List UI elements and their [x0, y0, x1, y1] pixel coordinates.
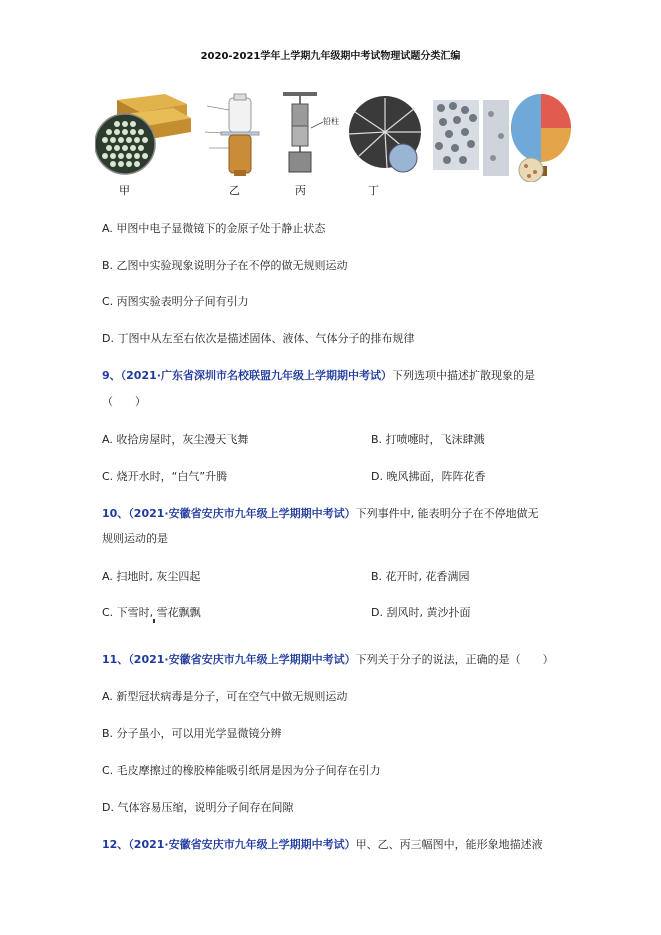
q12-source: （2021·安徽省安庆市九年级上学期期中考试）	[128, 838, 356, 851]
q9-text: 下列选项中描述扩散现象的是	[391, 369, 535, 382]
q10-stem	[102, 505, 539, 521]
q12-number: 12、	[102, 838, 129, 851]
q10-text: 下列事件中, 能表明分子在不停地做无	[355, 507, 539, 520]
q12-text: 甲、乙、丙三幅图中，能形象地描述液	[355, 838, 543, 851]
figure-yi-bottles	[203, 92, 273, 182]
q10-stem-cont: 规则运动的是	[102, 532, 168, 545]
q11-number: 11、	[102, 653, 129, 666]
page-title: 2020-2021学年上学期九年级期中考试物理试题分类汇编	[200, 51, 461, 62]
q11-option-c: C. 毛皮摩擦过的橡胶棒能吸引纸屑是因为分子间存在引力	[102, 764, 381, 777]
q11-option-a: A. 新型冠状病毒是分子，可在空气中做无规则运动	[102, 690, 348, 703]
q8-option-d: D. 丁图中从左至右依次是描述固体、液体、气体分子的排布规律	[102, 332, 415, 345]
q10-number: 10、	[102, 507, 129, 520]
q8-option-c: C. 丙图实验表明分子间有引力	[102, 295, 249, 308]
q10-option-d: D. 刮风时, 黄沙扑面	[371, 606, 471, 619]
q11-text: 下列关于分子的说法，正确的是（ ）	[355, 653, 554, 666]
q9-stem-cont: （ ）	[102, 395, 146, 408]
q10-source: （2021·安徽省安庆市九年级上学期期中考试）	[128, 507, 356, 520]
q10-option-a: A. 扫地时, 灰尘四起	[102, 570, 201, 583]
figure-label-ding: 丁	[368, 184, 379, 197]
figure-ding-molecules	[345, 92, 575, 182]
figure-label-yi: 乙	[229, 184, 240, 197]
q11-option-b: B. 分子虽小，可以用光学显微镜分辨	[102, 727, 282, 740]
q10-option-c: C. 下雪时, 雪花飘飘	[102, 606, 201, 619]
figure-row	[95, 92, 575, 200]
q9-number: 9、	[102, 369, 121, 382]
q9-option-d: D. 晚风拂面，阵阵花香	[371, 470, 486, 483]
lead-column-label: 铅柱	[323, 117, 339, 126]
q11-stem	[102, 651, 554, 667]
q11-source: （2021·安徽省安庆市九年级上学期期中考试）	[128, 653, 356, 666]
q9-option-a: A. 收拾房屋时，灰尘漫天飞舞	[102, 433, 249, 446]
figure-bing-lead-columns	[275, 92, 345, 182]
q8-option-a: A. 甲图中电子显微镜下的金原子处于静止状态	[102, 222, 326, 235]
q9-option-b: B. 打喷嚏时，飞沫肆溅	[371, 433, 485, 446]
q8-option-b: B. 乙图中实验现象说明分子在不停的做无规则运动	[102, 259, 348, 272]
q12-stem	[102, 836, 543, 852]
q9-stem	[102, 367, 535, 383]
q10-option-b: B. 花开时, 花香满园	[371, 570, 470, 583]
figure-jia-gold-atoms	[95, 92, 205, 182]
figure-label-bing: 丙	[295, 184, 306, 197]
text-cursor-mark	[153, 619, 155, 623]
q11-option-d: D. 气体容易压缩，说明分子间存在间隙	[102, 801, 294, 814]
figure-label-jia: 甲	[119, 184, 130, 197]
q9-option-c: C. 烧开水时，“白气”升腾	[102, 470, 228, 483]
q9-source: （2021·广东省深圳市名校联盟九年级上学期期中考试）	[120, 369, 392, 382]
